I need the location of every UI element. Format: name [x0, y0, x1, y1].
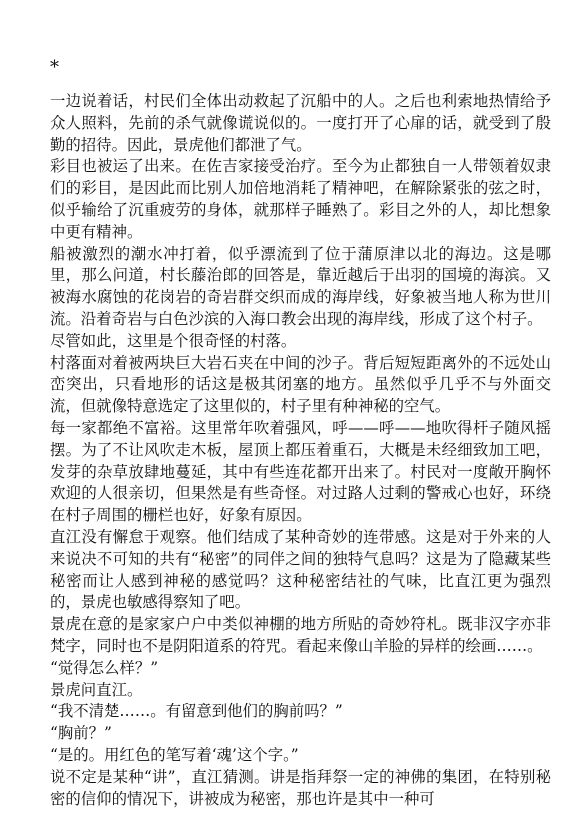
section-marker: *: [50, 57, 59, 78]
paragraph: 尽管如此，这里是个很奇怪的村落。: [50, 331, 297, 350]
paragraph: 说不定是某种“讲”，直江猜测。讲是指拜祭一定的神佛的集团，在特别秘密的信仰的情况下，讲被成为秘密，那也许是其中一种可: [50, 767, 551, 808]
paragraph: 船被激烈的潮水冲打着，似乎漂流到了位于蒲原津以北的海边。这是哪里，那么问道，村长藤治郎的回答是，靠近越后于出羽的国境的海滨。又被海水腐蚀的花岗岩的奇岩群交织而成的海岸线，好象被当地人称为世川流。沿着奇岩与白色沙滨的入海口教会出现的海岸线，形成了这个村子。: [50, 244, 551, 328]
paragraph: 村落面对着被两块巨大岩石夹在中间的沙子。背后短短距离外的不远处山峦突出，只看地形的话这是极其闭塞的地方。虽然似乎几乎不与外面交流，但就像特意选定了这里似的，村子里有种神秘的空气。: [50, 353, 551, 416]
dialogue-line: “觉得怎么样？”: [50, 658, 159, 677]
dialogue-line: “是的。用红色的笔写着‘魂’这个字。”: [50, 745, 299, 764]
dialogue-line: “胸前？”: [50, 724, 112, 743]
paragraph: 每一家都绝不富裕。这里常年吹着强风，呼——呼——地吹得杆子随风摇摆。为了不让风吹走木板，屋顶上都压着重石，大概是未经细致加工吧，发芽的杂草放肆地蔓延，其中有些连花都开出来了。村民对一度敞开胸怀欢迎的人很亲切，但果然是有些奇怪。对过路人过剩的警戒心也好，环绕在村子周围的栅栏也好，好象有原因。: [50, 418, 551, 525]
paragraph: 彩目也被运了出来。在佐吉家接受治疗。至今为止都独自一人带领着奴隶们的彩目，是因此而比别人加倍地消耗了精神吧，在解除紧张的弦之时，似乎输给了沉重疲劳的身体，就那样子睡熟了。彩目之外的人，却比想象中更有精神。: [50, 157, 551, 241]
paragraph: 直江没有懈怠于观察。他们结成了某种奇妙的连带感。这是对于外来的人来说决不可知的共有“秘密”的同伴之间的独特气息吗？这是为了隐藏某些秘密而让人感到神秘的感觉吗？这种秘密结社的气味，比直江更为强烈的，景虎也敏感得察知了吧。: [50, 527, 551, 612]
body-text: [50, 91, 551, 810]
dialogue-line: “我不清楚……。有留意到他们的胸前吗？”: [50, 702, 343, 721]
paragraph: 景虎在意的是家家户户中类似神棚的地方所贴的奇妙符札。既非汉字亦非梵字，同时也不是阴阳道系的符咒。看起来像山羊脸的异样的绘画……。: [50, 615, 551, 655]
paragraph: 一边说着话，村民们全体出动救起了沉船中的人。之后也利索地热情给予众人照料，先前的杀气就像谎说似的。一度打开了心扉的话，就受到了殷勤的招待。因此，景虎他们都泄了气。: [50, 92, 551, 154]
paragraph: 景虎问直江。: [50, 680, 143, 699]
